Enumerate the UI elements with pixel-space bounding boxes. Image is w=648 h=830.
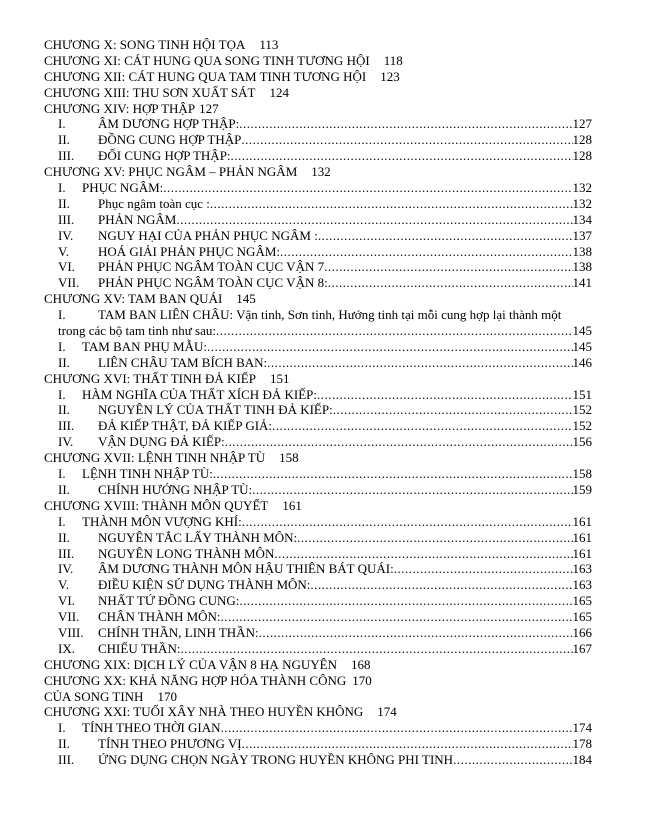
toc-entry[interactable] bbox=[44, 546, 592, 562]
toc-entry[interactable] bbox=[44, 434, 592, 450]
dot-leader bbox=[176, 212, 572, 228]
dot-leader bbox=[394, 561, 573, 577]
chapter-title: CHƯƠNG XIII: THU SƠN XUẤT SÁT bbox=[44, 84, 256, 100]
chapter-title: CHƯƠNG XIV: HỢP THẬP bbox=[44, 100, 196, 116]
toc-entry[interactable] bbox=[44, 402, 592, 418]
chapter-page-number: 145 bbox=[236, 291, 256, 307]
entry-numeral: II. bbox=[58, 132, 70, 148]
toc-entry[interactable] bbox=[44, 752, 592, 768]
entry-page-number: 146 bbox=[572, 354, 592, 370]
entry-title: TAM BAN LIÊN CHÂU: Vận tinh, Sơn tinh, Hướng tinh tại mỗi cung hợp lại thành một bbox=[98, 307, 562, 323]
dot-leader bbox=[274, 546, 572, 562]
dot-leader bbox=[333, 402, 573, 418]
chapter-heading[interactable] bbox=[44, 101, 592, 117]
dot-leader bbox=[239, 593, 572, 609]
chapter-page-number: 113 bbox=[259, 37, 279, 52]
entry-page-number: 178 bbox=[572, 736, 592, 752]
chapter-heading[interactable] bbox=[44, 291, 592, 307]
toc-entry[interactable] bbox=[44, 259, 592, 275]
chapter-title: CHƯƠNG X: SONG TINH HỘI TỌA bbox=[44, 37, 246, 52]
entry-page-number: 128 bbox=[572, 132, 592, 148]
chapter-heading[interactable] bbox=[44, 37, 592, 53]
dot-leader bbox=[318, 228, 573, 244]
toc-entry[interactable] bbox=[44, 132, 592, 148]
toc-entry[interactable] bbox=[44, 307, 592, 323]
entry-title: TÍNH THEO PHƯƠNG VỊ bbox=[98, 736, 242, 752]
entry-numeral: V. bbox=[58, 243, 69, 259]
entry-numeral: I. bbox=[58, 386, 66, 402]
entry-numeral: VI. bbox=[58, 593, 75, 609]
entry-title: ĐIỀU KIỆN SỬ DỤNG THÀNH MÔN: bbox=[98, 577, 311, 593]
entry-numeral: IX. bbox=[58, 640, 75, 656]
dot-leader bbox=[216, 323, 573, 339]
dot-leader bbox=[231, 148, 573, 164]
toc-entry[interactable] bbox=[44, 212, 592, 228]
entry-title: CHÍNH HƯỚNG NHẬP TÙ: bbox=[98, 481, 253, 497]
dot-leader bbox=[221, 609, 573, 625]
entry-page-number: 167 bbox=[572, 640, 592, 656]
entry-page-number: 141 bbox=[572, 275, 592, 291]
entry-page-number: 138 bbox=[572, 259, 592, 275]
dot-leader bbox=[317, 387, 573, 403]
dot-leader bbox=[210, 196, 573, 212]
chapter-heading[interactable] bbox=[44, 689, 592, 705]
entry-numeral: I. bbox=[58, 720, 66, 736]
entry-title: PHỤC NGÂM: bbox=[82, 180, 164, 196]
chapter-heading[interactable] bbox=[44, 704, 592, 720]
dot-leader bbox=[242, 514, 573, 530]
chapter-title: CHƯƠNG XV: PHỤC NGÂM – PHẢN NGÂM bbox=[44, 164, 298, 180]
entry-title: PHẢN PHỤC NGÂM TOÀN CỤC VẬN 7 bbox=[98, 259, 325, 275]
toc-entry[interactable] bbox=[44, 116, 592, 132]
entry-numeral: I. bbox=[58, 116, 66, 132]
toc-entry[interactable] bbox=[44, 736, 592, 752]
toc-entry[interactable] bbox=[44, 530, 592, 546]
entry-numeral: III. bbox=[58, 752, 75, 768]
chapter-heading[interactable] bbox=[44, 498, 592, 514]
toc-entry[interactable] bbox=[44, 244, 592, 260]
toc-entry[interactable] bbox=[44, 228, 592, 244]
toc-entry[interactable] bbox=[44, 355, 592, 371]
toc-entry[interactable] bbox=[44, 561, 592, 577]
entry-page-number: 159 bbox=[572, 481, 592, 497]
toc-entry[interactable] bbox=[44, 196, 592, 212]
toc-entry[interactable] bbox=[44, 514, 592, 530]
entry-numeral: VII. bbox=[58, 609, 80, 625]
entry-page-number: 152 bbox=[572, 418, 592, 434]
entry-page-number: 163 bbox=[572, 577, 592, 593]
dot-leader bbox=[267, 355, 572, 371]
chapter-page-number: 118 bbox=[383, 52, 403, 68]
toc-entry[interactable] bbox=[44, 148, 592, 164]
dot-leader bbox=[297, 530, 572, 546]
toc-entry[interactable] bbox=[44, 466, 592, 482]
entry-title: PHẢN NGÂM bbox=[98, 211, 177, 227]
toc-entry[interactable] bbox=[44, 180, 592, 196]
entry-numeral: IV. bbox=[58, 434, 74, 450]
entry-page-number: 166 bbox=[572, 624, 592, 640]
dot-leader bbox=[213, 466, 573, 482]
chapter-heading[interactable] bbox=[44, 371, 592, 387]
dot-leader bbox=[225, 434, 573, 450]
entry-page-number: 165 bbox=[572, 609, 592, 625]
entry-page-number: 134 bbox=[572, 211, 592, 227]
toc-entry[interactable] bbox=[44, 609, 592, 625]
entry-page-number: 152 bbox=[572, 402, 592, 418]
entry-page-number: 161 bbox=[572, 545, 592, 561]
entry-numeral: III. bbox=[58, 418, 75, 434]
dot-leader bbox=[239, 116, 572, 132]
entry-title: LỆNH TINH NHẬP TÙ: bbox=[82, 466, 213, 482]
chapter-page-number: 132 bbox=[311, 164, 331, 180]
chapter-title: CHƯƠNG XVI: THẤT TINH ĐẢ KIẾP bbox=[44, 370, 256, 386]
entry-numeral: I. bbox=[58, 513, 66, 529]
entry-page-number: 156 bbox=[572, 434, 592, 450]
entry-numeral: II. bbox=[58, 195, 70, 211]
dot-leader bbox=[324, 259, 572, 275]
chapter-page-number: 158 bbox=[279, 450, 299, 466]
toc-entry[interactable] bbox=[44, 339, 592, 355]
entry-title: ÂM DƯƠNG HỢP THẬP: bbox=[98, 116, 240, 132]
entry-numeral: III. bbox=[58, 148, 75, 164]
chapter-page-number: 170 bbox=[352, 672, 372, 688]
table-of-contents bbox=[44, 37, 592, 768]
dot-leader bbox=[242, 736, 573, 752]
entry-page-number: 127 bbox=[572, 116, 592, 132]
chapter-title: CỦA SONG TINH bbox=[44, 688, 144, 704]
chapter-title: CHƯƠNG XII: CÁT HUNG QUA TAM TINH TƯƠNG HỘI bbox=[44, 68, 367, 84]
dot-leader bbox=[259, 625, 573, 641]
dot-leader bbox=[241, 132, 572, 148]
chapter-heading[interactable] bbox=[44, 657, 592, 673]
chapter-page-number: 161 bbox=[282, 497, 302, 513]
dot-leader bbox=[310, 577, 572, 593]
entry-numeral: I. bbox=[58, 338, 66, 354]
entry-title: NGUYÊN LÝ CỦA THẤT TINH ĐẢ KIẾP: bbox=[98, 402, 333, 418]
chapter-title: CHƯƠNG XV: TAM BAN QUÁI bbox=[44, 291, 223, 307]
chapter-page-number: 151 bbox=[269, 370, 290, 386]
entry-numeral: I. bbox=[58, 466, 66, 482]
toc-entry[interactable] bbox=[44, 593, 592, 609]
entry-numeral: III. bbox=[58, 545, 75, 561]
dot-leader bbox=[252, 482, 572, 498]
entry-title: Phục ngâm toàn cục : bbox=[98, 195, 210, 211]
chapter-page-number: 170 bbox=[157, 688, 177, 704]
toc-entry[interactable] bbox=[44, 625, 592, 641]
entry-numeral: VIII. bbox=[58, 624, 84, 640]
entry-page-number: 151 bbox=[572, 386, 592, 402]
entry-page-number: 138 bbox=[572, 243, 592, 259]
chapter-page-number: 127 bbox=[199, 100, 219, 116]
entry-page-number: 145 bbox=[572, 323, 592, 339]
chapter-title: CHƯƠNG XXI: TUỔI XÂY NHÀ THEO HUYỀN KHÔNG bbox=[44, 704, 364, 720]
entry-numeral: I. bbox=[58, 307, 66, 323]
chapter-page-number: 124 bbox=[269, 84, 289, 100]
dot-leader bbox=[221, 720, 573, 736]
entry-title: trong các bộ tam tinh như sau: bbox=[58, 323, 216, 339]
toc-entry[interactable] bbox=[44, 641, 592, 657]
entry-title: ỨNG DỤNG CHỌN NGÀY TRONG HUYỀN KHÔNG PHI TINH bbox=[98, 752, 454, 768]
entry-title: HÀM NGHĨA CỦA THẤT XÍCH ĐẢ KIẾP: bbox=[82, 386, 317, 402]
entry-title: ÂM DƯƠNG THÀNH MÔN HẬU THIÊN BÁT QUÁI: bbox=[98, 561, 394, 577]
toc-entry[interactable] bbox=[44, 275, 592, 291]
dot-leader bbox=[280, 244, 572, 260]
entry-numeral: IV. bbox=[58, 561, 74, 577]
entry-numeral: II. bbox=[58, 529, 70, 545]
entry-title: NHẤT TỨ ĐỒNG CUNG: bbox=[98, 593, 240, 609]
chapter-heading[interactable] bbox=[44, 450, 592, 466]
dot-leader bbox=[207, 339, 573, 355]
toc-entry[interactable] bbox=[44, 720, 592, 736]
dot-leader bbox=[453, 752, 572, 768]
entry-page-number: 161 bbox=[572, 529, 592, 545]
entry-page-number: 145 bbox=[572, 338, 592, 354]
entry-title: TAM BAN PHỤ MẪU: bbox=[82, 338, 207, 354]
entry-title: ĐỒNG CUNG HỢP THẬP bbox=[98, 132, 242, 148]
entry-numeral: I. bbox=[58, 180, 66, 196]
dot-leader bbox=[180, 641, 572, 657]
entry-page-number: 158 bbox=[572, 466, 592, 482]
entry-page-number: 137 bbox=[572, 227, 592, 243]
entry-numeral: II. bbox=[58, 354, 70, 370]
entry-page-number: 128 bbox=[572, 148, 592, 164]
dot-leader bbox=[328, 275, 573, 291]
entry-numeral: VI. bbox=[58, 259, 75, 275]
entry-title: CHÂN THÀNH MÔN: bbox=[98, 609, 221, 625]
entry-title: TÍNH THEO THỜI GIAN bbox=[82, 720, 221, 736]
chapter-heading[interactable] bbox=[44, 53, 592, 69]
chapter-heading[interactable] bbox=[44, 673, 592, 689]
entry-page-number: 184 bbox=[572, 752, 592, 768]
entry-page-number: 132 bbox=[572, 195, 592, 211]
chapter-heading[interactable] bbox=[44, 69, 592, 85]
entry-page-number: 165 bbox=[572, 593, 592, 609]
chapter-title: CHƯƠNG XVIII: THÀNH MÔN QUYẾT bbox=[44, 497, 269, 513]
dot-leader bbox=[272, 418, 572, 434]
entry-numeral: II. bbox=[58, 402, 70, 418]
entry-page-number: 132 bbox=[572, 180, 592, 196]
chapter-heading[interactable] bbox=[44, 164, 592, 180]
entry-title: LIÊN CHÂU TAM BÍCH BAN: bbox=[98, 354, 268, 370]
entry-page-number: 161 bbox=[572, 513, 592, 529]
chapter-title: CHƯƠNG XX: KHẢ NĂNG HỢP HÓA THÀNH CÔNG bbox=[44, 672, 347, 688]
entry-title: VẬN DỤNG ĐẢ KIẾP: bbox=[98, 434, 225, 450]
chapter-title: CHƯƠNG XI: CÁT HUNG QUA SONG TINH TƯƠNG HỘI bbox=[44, 52, 370, 68]
toc-entry[interactable] bbox=[44, 482, 592, 498]
toc-entry[interactable] bbox=[44, 323, 592, 339]
entry-numeral: VII. bbox=[58, 275, 80, 291]
chapter-page-number: 174 bbox=[377, 704, 397, 720]
toc-entry[interactable] bbox=[44, 387, 592, 403]
chapter-page-number: 168 bbox=[350, 656, 371, 672]
toc-entry[interactable] bbox=[44, 577, 592, 593]
entry-title: ĐẢ KIẾP THẬT, ĐẢ KIẾP GIẢ: bbox=[98, 418, 273, 434]
toc-entry[interactable] bbox=[44, 418, 592, 434]
entry-title: THÀNH MÔN VƯỢNG KHÍ: bbox=[82, 513, 242, 529]
entry-title: ĐỐI CUNG HỢP THẬP: bbox=[98, 148, 231, 164]
entry-numeral: V. bbox=[58, 577, 69, 593]
entry-title: HOÁ GIẢI PHẢN PHỤC NGÂM: bbox=[98, 243, 281, 259]
chapter-heading[interactable] bbox=[44, 85, 592, 101]
entry-title: CHÍNH THẦN, LINH THẦN: bbox=[98, 624, 259, 640]
entry-numeral: II. bbox=[58, 481, 70, 497]
entry-title: NGUYÊN LONG THÀNH MÔN bbox=[98, 545, 275, 561]
chapter-page-number: 123 bbox=[380, 68, 400, 84]
entry-page-number: 163 bbox=[572, 561, 592, 577]
chapter-title: CHƯƠNG XVII: LỆNH TINH NHẬP TÙ bbox=[44, 450, 266, 466]
entry-title: PHẢN PHỤC NGÂM TOÀN CỤC VẬN 8: bbox=[98, 275, 328, 291]
chapter-title: CHƯƠNG XIX: DỊCH LÝ CỦA VẬN 8 HẠ NGUYÊN bbox=[44, 656, 337, 672]
entry-title: NGUY HẠI CỦA PHẢN PHỤC NGÂM : bbox=[98, 227, 318, 243]
entry-numeral: III. bbox=[58, 211, 75, 227]
entry-title: CHIẾU THẦN: bbox=[98, 640, 181, 656]
entry-numeral: II. bbox=[58, 736, 70, 752]
entry-title: NGUYÊN TẮC LẤY THÀNH MÔN: bbox=[98, 529, 298, 545]
dot-leader bbox=[163, 180, 572, 196]
entry-numeral: IV. bbox=[58, 227, 74, 243]
entry-page-number: 174 bbox=[572, 720, 592, 736]
